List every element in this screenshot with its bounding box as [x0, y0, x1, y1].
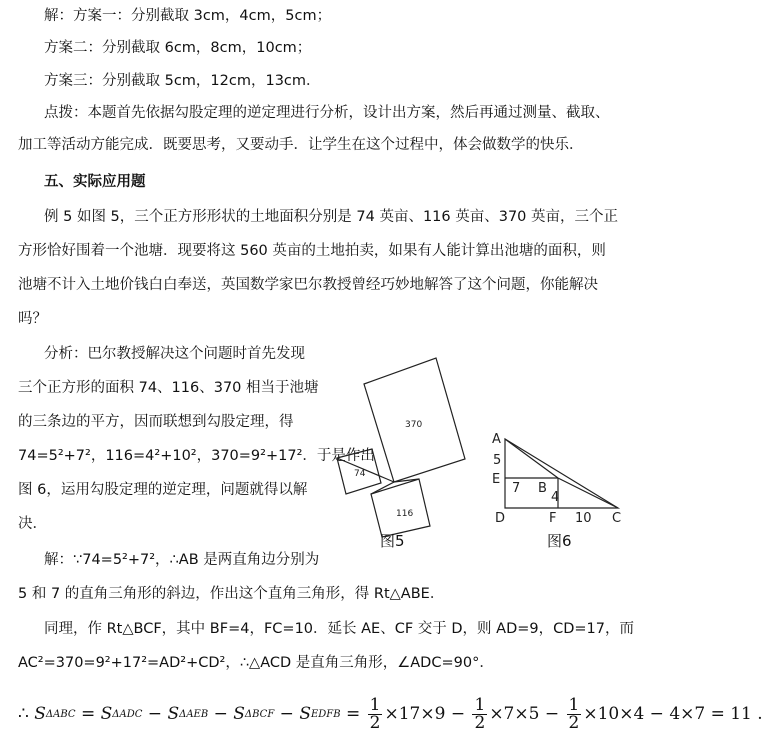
section-heading: 五、实际应用题	[44, 174, 146, 190]
length-4-label: 4	[551, 490, 560, 505]
example-line-3: 池塘不计入土地价钱白白奉送，英国数学家巴尔教授曾经巧妙地解答了这个问题，你能解决	[18, 277, 598, 293]
formula-part-2: ×7×5 −	[489, 704, 560, 724]
s-adc: S	[100, 704, 113, 724]
answer-line-1: 解：方案一：分别截取 3cm，4cm，5cm；	[44, 8, 332, 24]
analysis-line-5: 图 6，运用勾股定理的逆定理，问题就得以解	[18, 482, 308, 498]
s-bcf: S	[233, 704, 245, 724]
s-aeb-sub: ΔAEB	[179, 708, 209, 720]
square-116-label: 116	[396, 509, 414, 519]
point-a-label: A	[492, 432, 501, 447]
analysis-line-4: 74=5²+7²，116=4²+10²，370=9²+17²．于是作出	[18, 448, 375, 464]
half-fraction-1: $\frac{1}{2}$	[369, 694, 381, 733]
op-minus-1: −	[147, 704, 163, 724]
point-f-label: F	[549, 511, 557, 526]
square-370	[364, 358, 465, 482]
half-fraction-3: $\frac{1}{2}$	[568, 694, 580, 733]
s-abc-sub: ΔABC	[45, 708, 76, 720]
area-formula: ∴ S ΔABC = S ΔADC − S ΔAEB − S ΔBCF − S EDFB = $\frac{1}{2}$ ×17×9 − $\frac{1}{2}$ ×7×5 − $\frac{1}{2}$ ×10×4 − 4×7 = 11 .	[18, 694, 763, 733]
square-116	[371, 479, 430, 537]
answer-line-3: 方案三：分别截取 5cm，12cm，13cm．	[44, 73, 321, 89]
solution-line-2: 5 和 7 的直角三角形的斜边，作出这个直角三角形，得 Rt△ABE．	[18, 586, 445, 602]
s-abc: S	[34, 704, 46, 724]
segment-ab	[505, 439, 558, 478]
answer-line-2: 方案二：分别截取 6cm，8cm，10cm；	[44, 40, 312, 56]
formula-part-3: ×10×4 − 4×7 = 11 .	[583, 704, 763, 724]
s-edfb-sub: EDFB	[310, 708, 341, 720]
formula-part-1: ×17×9 −	[384, 704, 466, 724]
triangle-acd	[505, 439, 618, 508]
square-370-label: 370	[405, 420, 423, 430]
s-aeb: S	[167, 704, 180, 724]
therefore-symbol: ∴	[18, 704, 29, 724]
figure-6-caption: 图6	[547, 532, 572, 550]
length-10-label: 10	[575, 511, 592, 526]
op-minus-2: −	[213, 704, 228, 724]
hint-line-1: 点拨：本题首先依据勾股定理的逆定理进行分析，设计出方案，然后再通过测量、截取、	[44, 105, 610, 121]
op-minus-3: −	[279, 704, 294, 724]
hint-line-2: 加工等活动方能完成．既要思考，又要动手．让学生在这个过程中，体会做数学的快乐．	[18, 137, 584, 153]
square-74-label: 74	[354, 469, 366, 479]
analysis-line-1: 分析：巴尔教授解决这个问题时首先发现	[44, 346, 305, 362]
segment-bc	[558, 478, 618, 508]
example-line-4: 吗？	[18, 311, 47, 327]
example-line-1: 例 5 如图 5，三个正方形形状的土地面积分别是 74 英亩、116 英亩、370 英亩，三个正	[44, 209, 619, 225]
half-fraction-2: $\frac{1}{2}$	[474, 694, 486, 733]
solution-line-3: 同理，作 Rt△BCF，其中 BF=4，FC=10．延长 AE、CF 交于 D，则 AD=9，CD=17，而	[44, 621, 635, 637]
solution-line-1: 解：∵74=5²+7²，∴AB 是两直角边分别为	[44, 552, 320, 568]
solution-line-4: AC²=370=9²+17²=AD²+CD²，∴△ACD 是直角三角形，∠ADC=90°．	[18, 655, 494, 671]
s-bcf-sub: ΔBCF	[244, 708, 275, 720]
analysis-line-2: 三个正方形的面积 74、116、370 相当于池塘	[18, 380, 319, 396]
point-c-label: C	[612, 511, 622, 526]
analysis-line-3: 的三条边的平方，因而联想到勾股定理，得	[18, 414, 294, 430]
length-5-label: 5	[493, 453, 502, 468]
figure-5-caption: 图5	[380, 532, 405, 550]
point-b-label: B	[538, 481, 547, 496]
figure-6	[505, 439, 618, 508]
point-e-label: E	[492, 472, 501, 487]
example-line-2: 方形恰好围着一个池塘．现要将这 560 英亩的土地拍卖，如果有人能计算出池塘的面积，则	[18, 243, 606, 259]
s-edfb: S	[299, 704, 311, 724]
op-equals: =	[80, 704, 96, 724]
s-adc-sub: ΔADC	[112, 708, 143, 720]
length-7-label: 7	[512, 481, 521, 496]
analysis-line-6: 决．	[18, 516, 47, 532]
point-d-label: D	[495, 511, 506, 526]
